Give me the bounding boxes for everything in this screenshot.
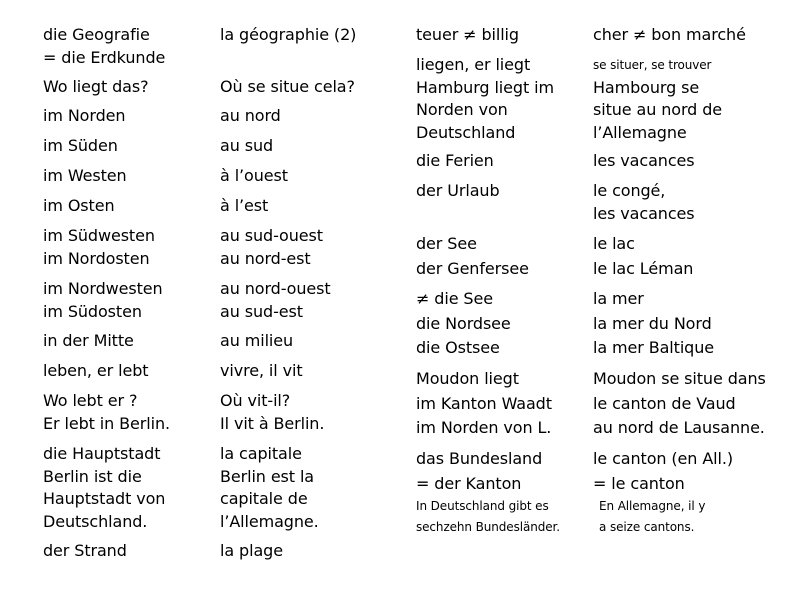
left-fr-ouest: à l’ouest <box>220 166 288 185</box>
right-de-die-see: ≠ die See die Nordsee die Ostsee <box>416 289 511 357</box>
left-de-westen: im Westen <box>43 166 127 185</box>
left-de-osten: im Osten <box>43 196 115 215</box>
right-de-teuer: teuer ≠ billig <box>416 25 519 44</box>
left-de-mitte: in der Mitte <box>43 331 134 350</box>
right-de-see: der See der Genfersee <box>416 234 529 278</box>
right-fr-conge: le congé, les vacances <box>593 181 695 223</box>
right-de-liegen: liegen, er liegt Hamburg liegt im Norden von Deutschland <box>416 55 554 142</box>
right-de-urlaub: der Urlaub <box>416 181 500 200</box>
left-de-leben: leben, er lebt <box>43 361 149 380</box>
left-fr-ou-vit: Où vit-il? Il vit à Berlin. <box>220 391 325 433</box>
left-de-hauptstadt: die Hauptstadt Berlin ist die Hauptstadt von Deutschland. <box>43 444 166 531</box>
left-fr-sud: au sud <box>220 136 274 155</box>
left-fr-sud-ouest: au sud-ouest au nord-est <box>220 226 323 268</box>
left-fr-geographie: la géographie (2) <box>220 25 357 44</box>
right-fr-moudon: Moudon se situe dans le canton de Vaud au nord de Lausanne. <box>593 369 766 437</box>
left-de-wo-liegt: Wo liegt das? <box>43 77 149 96</box>
left-fr-nord-ouest: au nord-ouest au sud-est <box>220 279 331 321</box>
right-fr-cher: cher ≠ bon marché <box>593 25 746 44</box>
right-de-moudon: Moudon liegt im Kanton Waadt im Norden von L. <box>416 369 552 437</box>
left-fr-vivre: vivre, il vit <box>220 361 303 380</box>
left-de-suedwesten: im Südwesten im Nordosten <box>43 226 155 268</box>
right-de-ferien: die Ferien <box>416 151 494 170</box>
right-fr-canton: le canton (en All.) = le canton En Allemagne, il y a seize cantons. <box>593 449 733 534</box>
right-fr-se-situer: se situer, se trouver Hambourg se situe au nord de l’Allemagne <box>593 58 723 142</box>
left-de-wo-lebt: Wo lebt er ? Er lebt in Berlin. <box>43 391 170 433</box>
right-fr-lac: le lac le lac Léman <box>593 234 694 278</box>
left-fr-capitale: la capitale Berlin est la capitale de l’Allemagne. <box>220 444 319 531</box>
left-fr-ou-se-situe: Où se situe cela? <box>220 77 355 96</box>
left-de-sueden: im Süden <box>43 136 118 155</box>
right-de-bundesland: das Bundesland = der Kanton In Deutschland gibt es sechzehn Bundesländer. <box>416 449 560 534</box>
left-fr-est: à l’est <box>220 196 269 215</box>
right-fr-mer: la mer la mer du Nord la mer Baltique <box>593 289 715 357</box>
left-fr-plage: la plage <box>220 541 283 560</box>
left-de-strand: der Strand <box>43 541 127 560</box>
left-de-nordwesten: im Nordwesten im Südosten <box>43 279 163 321</box>
left-fr-nord: au nord <box>220 106 281 125</box>
right-fr-vacances: les vacances <box>593 151 695 170</box>
left-de-norden: im Norden <box>43 106 126 125</box>
left-de-geografie: die Geografie = die Erdkunde <box>43 25 166 67</box>
left-fr-milieu: au milieu <box>220 331 294 350</box>
